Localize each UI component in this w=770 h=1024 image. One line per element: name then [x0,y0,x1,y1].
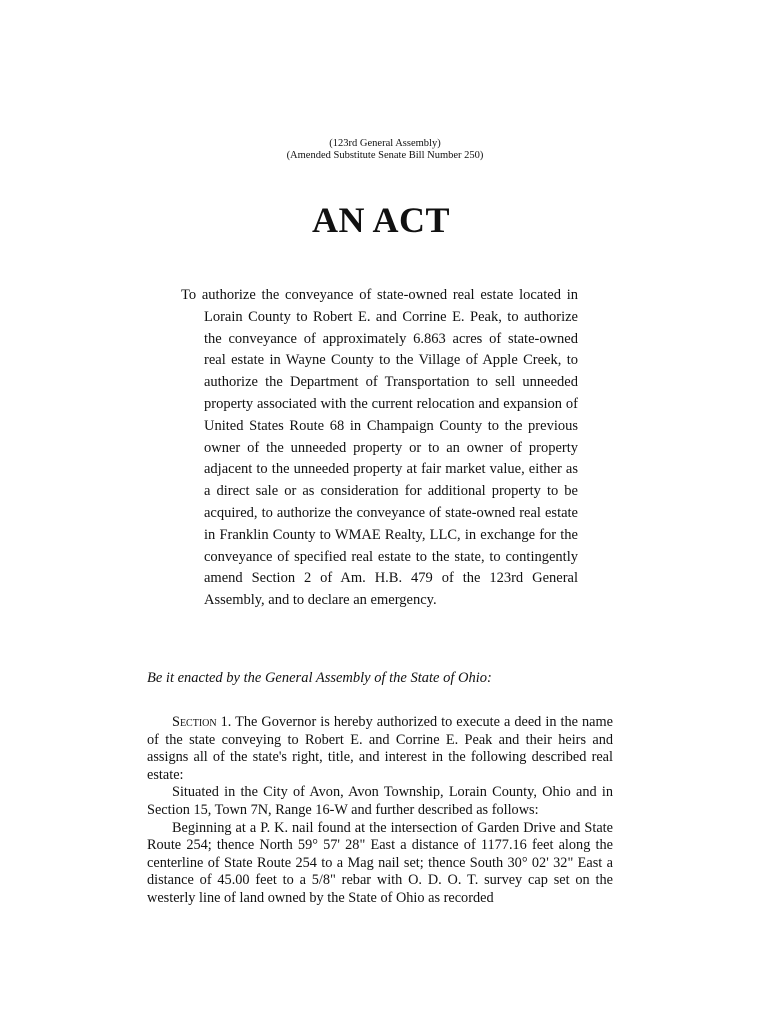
enacting-clause: Be it enacted by the General Assembly of the State of Ohio: [147,670,492,686]
act-title: AN ACT [311,200,451,240]
section-1-text: 1. The Governor is hereby authorized to execute a deed in the name of the state conveying to Robert E. and Corrine E. Peak and their heirs and assigns all of the state's right, title, and interest in the following described real estate: [147,714,613,783]
section-1 [147,714,613,908]
bill-header [0,138,770,162]
section-1-situated: Situated in the City of Avon, Avon Township, Lorain County, Ohio and in Section 15, Town 7N, Range 16-W and further described as follows: [147,784,613,818]
section-1-beginning: Beginning at a P. K. nail found at the intersection of Garden Drive and State Route 254; thence North 59° 57' 28" East a distance of 1177.16 feet along the centerline of State Route 254 to a Mag nail set; thence South 30° 02' 32" East a distance of 45.00 feet to a 5/8" rebar with O. D. O. T. survey cap set on the westerly line of land owned by the State of Ohio as recorded [147,819,613,906]
section-1-intro [147,714,613,784]
section-label: Section [172,714,217,730]
bill-number-line: (Amended Substitute Senate Bill Number 250) [286,150,484,161]
act-summary: To authorize the conveyance of state-owned real estate located in Lorain County to Robert E. and Corrine E. Peak, to authorize the conveyance of approximately 6.863 acres of state-owned real estate in Wayne County to the Village of Apple Creek, to authorize the Department of Transportation to sell unneeded property associated with the current relocation and expansion of United States Route 68 in Champaign County to the previous owner of the unneeded property or to an owner of property adjacent to the unneeded property at fair market value, either as a direct sale or as consideration for additional property to be acquired, to authorize the conveyance of state-owned real estate in Franklin County to WMAE Realty, LLC, in exchange for the conveyance of specified real estate to the state, to contingently amend Section 2 of Am. H.B. 479 of the 123rd General Assembly, and to declare an emergency. [181,287,578,609]
assembly-line: (123rd General Assembly) [329,138,441,149]
